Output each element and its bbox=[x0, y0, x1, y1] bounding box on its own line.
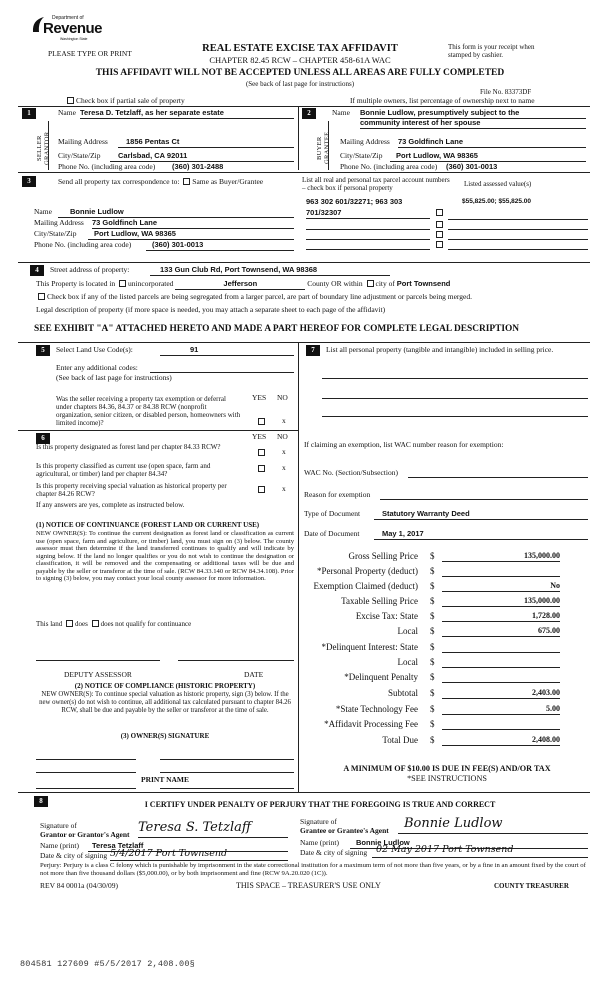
logo-state: Washington State bbox=[60, 37, 88, 41]
total-due[interactable]: 2,408.00 bbox=[442, 735, 560, 746]
form-title: REAL ESTATE EXCISE TAX AFFIDAVIT bbox=[202, 43, 398, 54]
tax-corr-city-field[interactable]: Port Ludlow, WA 98365 bbox=[88, 230, 294, 240]
receipt-note: This form is your receipt when stamped by cashier. bbox=[448, 43, 535, 60]
parcel-3-personal-checkbox[interactable] bbox=[436, 231, 443, 238]
same-as-buyer-checkbox[interactable] bbox=[183, 178, 190, 185]
historic-no-mark[interactable]: x bbox=[282, 484, 286, 493]
tax-corr-phone-label: Phone No. (including area code) bbox=[34, 240, 132, 249]
grantee-date-ink: 02 May 2017 Port Townsend bbox=[376, 844, 514, 855]
buyer-phone-field[interactable]: (360) 301-0013 bbox=[446, 163, 586, 173]
does-not-label: does not bbox=[100, 620, 125, 628]
additional-codes-label: Enter any additional codes: bbox=[56, 363, 138, 372]
money-row-penalty bbox=[300, 672, 590, 686]
grantor-name-field[interactable]: Teresa Tetzlaff bbox=[88, 842, 288, 852]
seller-city-label: City/State/Zip bbox=[58, 151, 101, 160]
notice-compliance-title: (2) NOTICE OF COMPLIANCE (HISTORIC PROPERTY) bbox=[74, 682, 256, 690]
excise-tax-local[interactable]: 675.00 bbox=[442, 626, 560, 637]
partial-sale-row bbox=[65, 97, 185, 106]
money-row-excise-state bbox=[300, 611, 590, 625]
notice-continuance-title: (1) NOTICE OF CONTINUANCE (FOREST LAND OR CURRENT USE) bbox=[36, 521, 260, 529]
seller-city-field[interactable]: Carlsbad, CA 92011 bbox=[110, 152, 294, 162]
assessed-values[interactable]: $55,825.00; $55,825.00 bbox=[462, 198, 532, 205]
tax-corr-mailing-label: Mailing Address bbox=[34, 218, 84, 227]
buyer-mailing-field[interactable]: 73 Goldfinch Lane bbox=[398, 138, 586, 148]
seller-phone-field[interactable]: (360) 301-2488 bbox=[168, 163, 294, 173]
section-6-badge: 6 bbox=[36, 433, 50, 444]
seller-mailing-field[interactable]: 1856 Pentas Ct bbox=[118, 138, 294, 148]
current-use-question: Is this property classified as current use (open space, farm and agricultural, or timber) land per chapter 84.34? bbox=[36, 462, 211, 479]
delinquent-penalty[interactable] bbox=[442, 672, 560, 683]
tax-corr-label: Send all property tax correspondence to: bbox=[58, 177, 180, 186]
grantee-signature[interactable] bbox=[398, 817, 588, 834]
excise-tax-state[interactable]: 1,728.00 bbox=[442, 611, 560, 622]
taxable-selling-price[interactable]: 135,000.00 bbox=[442, 596, 560, 607]
see-instructions-note: *SEE INSTRUCTIONS bbox=[407, 774, 487, 783]
money-row-processing-fee bbox=[300, 719, 590, 733]
notice-compliance-body: NEW OWNER(S): To continue special valuation as historic property, sign (3) below. If the new owner(s) do not wish to continue, all additional tax calculated pursuant to chapter 84.26 RCW, shall be due and payable by the seller or transferor at the time of sale. bbox=[39, 691, 291, 714]
money-label: *Personal Property (deduct) bbox=[317, 566, 418, 576]
money-label: Local bbox=[397, 657, 418, 667]
sec6-no-header: NO bbox=[277, 432, 288, 441]
dollar-sign: $ bbox=[430, 551, 435, 561]
grantor-agent-label: Grantor or Grantor's Agent bbox=[40, 830, 130, 839]
certify-statement: I CERTIFY UNDER PENALTY OF PERJURY THAT THE FOREGOING IS TRUE AND CORRECT bbox=[144, 800, 496, 809]
form-revision: REV 84 0001a (04/30/09) bbox=[40, 881, 118, 890]
doc-date-field[interactable]: May 1, 2017 bbox=[374, 530, 588, 540]
buyer-city-field[interactable]: Port Ludlow, WA 98365 bbox=[390, 152, 586, 162]
unincorporated-checkbox[interactable] bbox=[119, 280, 126, 287]
section-2-badge: 2 bbox=[302, 108, 316, 119]
county-treasurer-label: COUNTY TREASURER bbox=[494, 882, 569, 890]
located-in-label: This Property is located in bbox=[36, 279, 116, 288]
buyer-name-line2[interactable]: community interest of her spouse bbox=[360, 119, 586, 129]
grantor-date-label: Date & city of signing bbox=[40, 851, 108, 860]
forest-land-question: Is this property designated as forest land per chapter 84.33 RCW? bbox=[36, 443, 221, 451]
doc-type-label: Type of Document bbox=[304, 509, 361, 518]
money-row-delinq-state bbox=[300, 642, 590, 656]
section-8-badge: 8 bbox=[34, 796, 48, 807]
grantee-sig-label: Signature of bbox=[300, 817, 337, 826]
money-row-total bbox=[300, 735, 590, 749]
personal-property-deduct[interactable] bbox=[442, 566, 560, 577]
money-label: *State Technology Fee bbox=[335, 704, 418, 714]
deputy-assessor-label: DEPUTY ASSESSOR bbox=[64, 670, 132, 679]
forest-yes-checkbox[interactable] bbox=[258, 449, 265, 456]
tax-corr-phone-field[interactable]: (360) 301-0013 bbox=[146, 241, 294, 251]
tax-corr-name-label: Name bbox=[34, 207, 52, 216]
parcel-line-1[interactable]: 963 302 601/32271; 963 303 bbox=[306, 197, 403, 206]
perjury-notice: Perjury: Perjury is a class C felony which is punishable by imprisonment in the state correctional institution for a maximum term of not more than five years, or by a fine in an amount fixed by the court of not more than five thousand dollars ($5,000.00), or by both imprisonment and fine (RCW 9A.20.020 (1C)). bbox=[40, 862, 586, 878]
grantor-date-field[interactable] bbox=[110, 849, 288, 861]
tax-corr-row bbox=[58, 178, 263, 187]
grantor-sig-label: Signature of bbox=[40, 821, 77, 830]
land-use-see-back: (See back of last page for instructions) bbox=[56, 373, 172, 382]
parcel-label: List all real and personal tax parcel account numbers – check box if personal property bbox=[302, 176, 450, 193]
delinquent-interest-state[interactable] bbox=[442, 642, 560, 653]
form-subtitle: CHAPTER 82.45 RCW – CHAPTER 458-61A WAC bbox=[209, 55, 391, 65]
partial-sale-label: Check box if partial sale of property bbox=[76, 96, 185, 105]
city-of-label: city of bbox=[375, 279, 395, 288]
money-row-exemption bbox=[300, 581, 590, 595]
buyer-phone-label: Phone No. (including area code) bbox=[340, 162, 438, 171]
money-row-tech-fee bbox=[300, 704, 590, 718]
if-yes-note: If any answers are yes, complete as instructed below. bbox=[36, 501, 185, 509]
grantor-signature[interactable] bbox=[138, 821, 288, 838]
logo-word: Revenue bbox=[43, 20, 103, 37]
section-3-badge: 3 bbox=[22, 176, 36, 187]
notice-continuance-body: NEW OWNER(S): To continue the current designation as forest land or classification as current use (open space, farm and agriculture, or timber) land, you must sign on (3) below. The county assessor must then determine if the land transferred continues to qualify and will indicate by signing below. If the land no longer qualifies or you do not wish to continue the designation or classification, it will be removed and the compensating or additional taxes will be due and payable by the seller or transferor at the time of sale. (RCW 84.33.140 or RCW 84.34.108). Prior to signing (3) below, you may contact your local county assessor for more information. bbox=[36, 530, 294, 583]
logo-dept: Department of bbox=[52, 15, 84, 21]
buyer-name-line1[interactable]: Bonnie Ludlow, presumptively subject to the bbox=[360, 109, 586, 119]
subtotal[interactable]: 2,403.00 bbox=[442, 688, 560, 699]
segregated-checkbox[interactable] bbox=[38, 293, 45, 300]
multiple-owners-note: If multiple owners, list percentage of ownership next to name bbox=[350, 96, 535, 105]
street-field[interactable]: 133 Gun Club Rd, Port Townsend, WA 98368 bbox=[150, 266, 390, 276]
tax-corr-mailing-field[interactable]: 73 Goldfinch Lane bbox=[92, 219, 294, 229]
owner-signature-label: (3) OWNER(S) SIGNATURE bbox=[120, 732, 210, 740]
land-use-code-field[interactable]: 91 bbox=[160, 346, 294, 356]
grantor-date-ink: 5/4/2017 Port Townsend bbox=[110, 848, 228, 859]
money-label: Subtotal bbox=[387, 688, 418, 698]
tax-corr-city-label: City/State/Zip bbox=[34, 229, 77, 238]
land-use-label: Select Land Use Code(s): bbox=[56, 345, 133, 354]
reason-label: Reason for exemption bbox=[304, 490, 371, 499]
dollar-sign: $ bbox=[430, 581, 435, 591]
dollar-sign: $ bbox=[430, 735, 435, 745]
parcel-2-personal-checkbox[interactable] bbox=[436, 221, 443, 228]
section-1-badge: 1 bbox=[22, 108, 36, 119]
doc-date-label: Date of Document bbox=[304, 529, 360, 538]
grantee-signature-ink: Bonnie Ludlow bbox=[404, 816, 503, 831]
money-row-personal bbox=[300, 566, 590, 580]
dollar-sign: $ bbox=[430, 704, 435, 714]
money-label: *Delinquent Penalty bbox=[344, 672, 418, 682]
exemption-claim-label: If claiming an exemption, list WAC number reason for exemption: bbox=[304, 440, 504, 449]
money-row-gross bbox=[300, 551, 590, 565]
dollar-sign: $ bbox=[430, 672, 435, 682]
money-row-subtotal bbox=[300, 688, 590, 702]
grantee-agent-label: Grantee or Grantee's Agent bbox=[300, 826, 389, 835]
county-or-within-label: County OR within bbox=[307, 279, 363, 288]
unincorporated-label: unincorporated bbox=[128, 279, 174, 288]
dollar-sign: $ bbox=[430, 657, 435, 667]
wac-label: WAC No. (Section/Subsection) bbox=[304, 468, 398, 477]
tax-corr-name-field[interactable]: Bonnie Ludlow bbox=[58, 208, 294, 218]
does-not-checkbox[interactable] bbox=[92, 620, 99, 627]
section-5-badge: 5 bbox=[36, 345, 50, 356]
this-land-label: This land bbox=[36, 620, 63, 628]
county-field[interactable]: Jefferson bbox=[175, 280, 305, 290]
grantor-signature-ink: Teresa S. Tetzlaff bbox=[138, 820, 252, 835]
dollar-sign: $ bbox=[430, 596, 435, 606]
grantee-date-field[interactable] bbox=[372, 845, 588, 858]
sec6-yes-header: YES bbox=[252, 432, 267, 441]
does-label: does bbox=[75, 620, 88, 628]
dollar-sign: $ bbox=[430, 642, 435, 652]
grantee-name-label: Name (print) bbox=[300, 838, 339, 847]
does-checkbox[interactable] bbox=[66, 620, 73, 627]
qualify-row bbox=[36, 620, 191, 628]
historic-question: Is this property receiving special valuation as historical property per chapter 84.26 RCW? bbox=[36, 482, 227, 499]
dollar-sign: $ bbox=[430, 719, 435, 729]
grantee-name-field[interactable]: Bonnie Ludlow bbox=[350, 839, 588, 849]
city-checkbox[interactable] bbox=[367, 280, 374, 287]
exemption-yes-checkbox[interactable] bbox=[258, 418, 265, 425]
seller-mailing-label: Mailing Address bbox=[58, 137, 108, 146]
dollar-sign: $ bbox=[430, 688, 435, 698]
money-label: Gross Selling Price bbox=[348, 551, 418, 561]
dollar-sign: $ bbox=[430, 566, 435, 576]
partial-sale-checkbox[interactable] bbox=[67, 97, 74, 104]
money-label: Total Due bbox=[382, 735, 418, 745]
same-as-buyer-label: Same as Buyer/Grantee bbox=[192, 177, 264, 186]
buyer-vertical-label: BUYER GRANTEE bbox=[316, 131, 331, 165]
street-label: Street address of property: bbox=[50, 265, 130, 274]
sec5-yes-header: YES bbox=[252, 393, 267, 402]
file-number: File No. 83373DF bbox=[480, 88, 532, 96]
location-row bbox=[36, 280, 450, 290]
grantor-name-label: Name (print) bbox=[40, 841, 79, 850]
current-use-yes-checkbox[interactable] bbox=[258, 465, 265, 472]
see-back-note: (See back of last page for instructions) bbox=[245, 80, 355, 88]
exemption-claimed[interactable]: No bbox=[442, 581, 560, 592]
money-label: Excise Tax: State bbox=[355, 611, 418, 621]
seller-name-label: Name bbox=[58, 108, 76, 117]
personal-property-label: List all personal property (tangible and intangible) included in selling price. bbox=[326, 345, 554, 354]
money-label: Local bbox=[397, 626, 418, 636]
segregated-label: Check box if any of the listed parcels are being segregated from a larger parcel, are part of boundary line adjustment or parcels being merged. bbox=[47, 292, 472, 301]
cashier-stamp: 804581 127609 #5/5/2017 2,408.00§ bbox=[20, 959, 195, 969]
delinquent-interest-local[interactable] bbox=[442, 657, 560, 668]
seller-vertical-label: SELLER GRANTOR bbox=[36, 131, 51, 165]
buyer-city-label: City/State/Zip bbox=[340, 151, 383, 160]
minimum-fee-note: A MINIMUM OF $10.00 IS DUE IN FEE(S) AND/OR TAX bbox=[343, 764, 551, 773]
treasurer-space-label: THIS SPACE – TREASURER'S USE ONLY bbox=[236, 881, 381, 890]
affidavit-processing-fee[interactable] bbox=[442, 719, 560, 730]
historic-yes-checkbox[interactable] bbox=[258, 486, 265, 493]
section-4-badge: 4 bbox=[30, 265, 44, 276]
exemption-question: Was the seller receiving a property tax exemption or deferral under chapters 84.36, 84.37 or 84.38 RCW (nonprofit organization, senior citizen, or disabled person, homeowners with limited income)? bbox=[56, 395, 241, 428]
buyer-name-label: Name bbox=[332, 108, 350, 117]
section-7-badge: 7 bbox=[306, 345, 320, 356]
parcel-4-personal-checkbox[interactable] bbox=[436, 241, 443, 248]
legal-desc-label: Legal description of property (if more space is needed, you may attach a separate sheet to each page of the affidavit) bbox=[36, 305, 386, 314]
parcel-line-2[interactable]: 701/32307 bbox=[306, 209, 430, 219]
money-row-delinq-local bbox=[300, 657, 590, 671]
dollar-sign: $ bbox=[430, 626, 435, 636]
current-use-no-mark[interactable]: x bbox=[282, 463, 286, 472]
seller-name-field[interactable]: Teresa D. Tetzlaff, as her separate estate bbox=[80, 109, 294, 119]
forest-no-mark[interactable]: x bbox=[282, 447, 286, 456]
sec5-no-header: NO bbox=[277, 393, 288, 402]
please-type: PLEASE TYPE OR PRINT bbox=[48, 49, 132, 58]
state-technology-fee[interactable]: 5.00 bbox=[442, 704, 560, 715]
assessed-label: Listed assessed value(s) bbox=[464, 180, 532, 188]
print-name-label: PRINT NAME bbox=[141, 775, 189, 784]
assessor-date-label: DATE bbox=[244, 670, 264, 679]
segregated-row bbox=[36, 293, 472, 302]
parcel-1-personal-checkbox[interactable] bbox=[436, 209, 443, 216]
buyer-mailing-label: Mailing Address bbox=[340, 137, 390, 146]
exemption-no-mark[interactable]: x bbox=[282, 416, 286, 425]
grantee-date-label: Date & city of signing bbox=[300, 848, 368, 857]
dollar-sign: $ bbox=[430, 611, 435, 621]
money-row-excise-local bbox=[300, 626, 590, 640]
city-field[interactable]: Port Townsend bbox=[396, 279, 451, 288]
money-label: Exemption Claimed (deduct) bbox=[313, 581, 418, 591]
exhibit-a-line: SEE EXHIBIT "A" ATTACHED HERETO AND MADE A PART HEREOF FOR COMPLETE LEGAL DESCRIPTION bbox=[34, 324, 520, 334]
seller-phone-label: Phone No. (including area code) bbox=[58, 162, 156, 171]
dor-logo bbox=[30, 14, 103, 46]
qualify-label: qualify for continuance bbox=[125, 620, 192, 628]
money-label: *Affidavit Processing Fee bbox=[324, 719, 418, 729]
gross-selling-price[interactable]: 135,000.00 bbox=[442, 551, 560, 562]
doc-type-field[interactable]: Statutory Warranty Deed bbox=[374, 510, 588, 520]
warning-text: THIS AFFIDAVIT WILL NOT BE ACCEPTED UNLESS ALL AREAS ARE FULLY COMPLETED bbox=[95, 68, 505, 78]
money-label: *Delinquent Interest: State bbox=[321, 642, 418, 652]
money-label: Taxable Selling Price bbox=[341, 596, 418, 606]
money-row-taxable bbox=[300, 596, 590, 610]
